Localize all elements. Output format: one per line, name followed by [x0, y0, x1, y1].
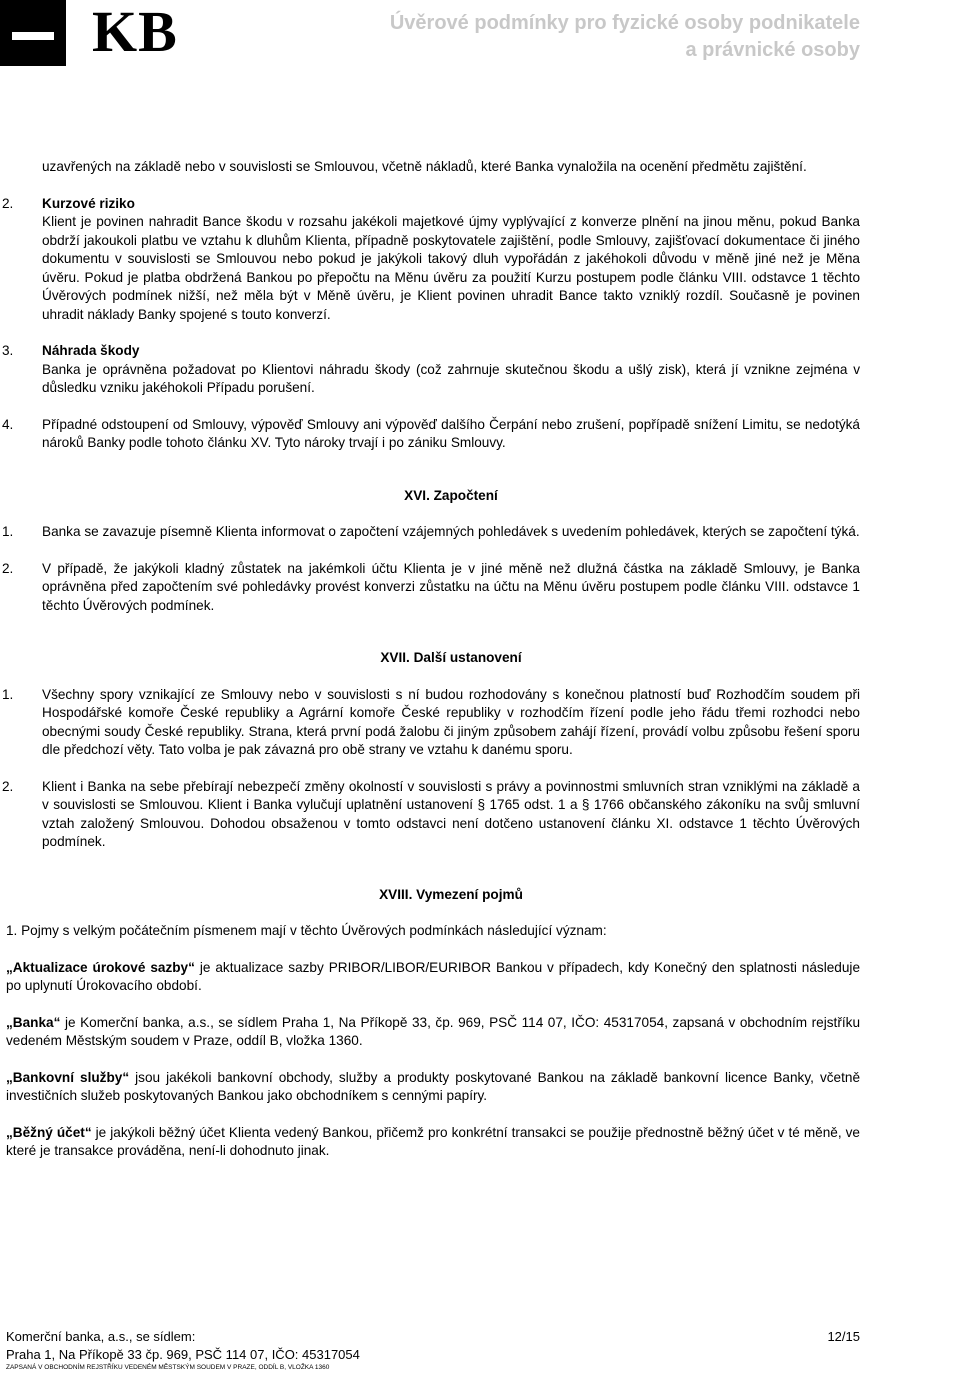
footer-company: Komerční banka, a.s., se sídlem:	[6, 1329, 196, 1344]
item-number: 2.	[2, 560, 14, 576]
definition-term: „Aktualizace úrokové sazby“	[6, 959, 195, 975]
kb-logo	[0, 0, 200, 66]
footer-registry: ZAPSANÁ V OBCHODNÍM REJSTŘÍKU VEDENÉM MĚSTSKÝM SOUDEM V PRAZE, ODDÍL B, VLOŽKA 1360	[6, 1364, 330, 1371]
definitions-intro: 1. Pojmy s velkým počátečním písmenem mají v těchto Úvěrových podmínkách následující význam:	[6, 923, 607, 938]
item-text: Banka je oprávněna požadovat po Klientovi náhradu škody (což zahrnuje skutečnou škodu a ušlý zisk), která jí vznikne zejména v důsledku vzniku jakéhokoli Případu porušení.	[42, 361, 860, 395]
item-number: 1.	[2, 686, 14, 702]
page-number: 12/15	[827, 1329, 860, 1344]
item-text: Klient je povinen nahradit Bance škodu v rozsahu jakékoli majetkové újmy vyplývající z konverze plnění na jinou měnu, pokud Banka obdrží jakoukoli platbu ve vztahu k dluhům Klienta, případně poskytovatele zajištění, podle Smlouvy, zajišťovací dokumentace či jiného dokumentu v souvislosti se Smlouvou nebo pokud je jakýkoli takový dluh vypořádán z jakéhokoli důvodu v měně jiné než je Měna úvěru. Pokud je platba obdržená Bankou po přepočtu na Měnu úvěru za použití Kurzu postupem podle článku VIII. odstavce 1 těchto Úvěrových podmínek nižší, než měla být v Měně úvěru, je Klient povinen uhradit Bance takto vzniklý rozdíl. Současně je povinen uhradit náklady Banky spojené s touto konverzí.	[42, 214, 860, 322]
definition-term: „Běžný účet“	[6, 1124, 92, 1140]
s15-item-4	[2, 416, 860, 453]
logo-text: KB	[92, 0, 178, 64]
document-title-line2: a právnické osoby	[685, 39, 860, 61]
s16-item-2	[2, 560, 860, 616]
definition-banka	[6, 1014, 860, 1051]
s17-item-1	[2, 686, 860, 760]
definition-text: je jakýkoli běžný účet Klienta vedený Bankou, přičemž pro konkrétní transakci se použije přednostně běžný účet v té měně, ve které je transakce prováděna, není-li dohodnuto jinak.	[6, 1124, 860, 1158]
item-text: Všechny spory vznikající ze Smlouvy nebo v souvislosti s ní budou rozhodovány s konečnou platností buď Rozhodčím soudem při Hospodářské komoře České republiky a Agrární komoře České republiky v rozhodčím řízení podle jeho řádu třemi rozhodci nebo obecnými soudy České republiky. Strana, která první podá žalobu či jiným způsobem zahájí řízení, provádí volbu způsobu řešení sporu dle předchozí věty. Tato volba je pak závazná pro obě strany ve vztahu k danému sporu.	[42, 686, 860, 757]
item-heading: Kurzové riziko	[42, 195, 135, 211]
item-text: Případné odstoupení od Smlouvy, výpověď Smlouvy ani výpověď dalšího Čerpání nebo zrušení, popřípadě snížení Limitu, se nedotýká nároků Banky podle tohoto článku XV. Tyto nároky trvají i po zániku Smlouvy.	[42, 416, 860, 450]
logo-square-icon	[0, 0, 66, 66]
definition-text: jsou jakékoli bankovní obchody, služby a produkty poskytované Bankou na základě bankovní licence Banky, včetně investičních služeb poskytovaných Bankou jako obchodníkem s cennými papíry.	[6, 1069, 860, 1103]
page-footer	[6, 1328, 860, 1372]
s17-item-2	[2, 778, 860, 852]
definition-bankovni-sluzby	[6, 1069, 860, 1106]
definition-aktualizace	[6, 959, 860, 996]
page-header	[0, 0, 960, 70]
definition-bezny-ucet	[6, 1124, 860, 1161]
s15-item-3	[2, 342, 860, 398]
intro-paragraph: uzavřených na základě nebo v souvislosti se Smlouvou, včetně nákladů, které Banka vynaložila na ocenění předmětu zajištění.	[42, 159, 807, 174]
item-heading: Náhrada škody	[42, 343, 140, 358]
item-number: 1.	[2, 524, 14, 539]
document-title	[390, 10, 860, 64]
definition-text: je aktualizace sazby PRIBOR/LIBOR/EURIBOR Bankou v případech, kdy Konečný den splatnosti následuje po uplynutí Úrokovacího období.	[6, 959, 860, 993]
item-text: Klient i Banka na sebe přebírají nebezpečí změny okolností v souvislosti s právy a povinnostmi smluvních stran vzniklými na základě a v souvislosti se Smlouvou. Klient i Banka vylučují uplatnění ustanovení § 1765 odst. 1 a § 1766 občanského zákoníku na svůj smluvní vztah založený Smlouvou. Dohodou obsaženou v tomto odstavci není dotčeno ustanovení článku XI. odstavce 1 těchto Úvěrových podmínek.	[42, 778, 860, 849]
section-title-xvii: XVII. Další ustanovení	[380, 650, 522, 665]
item-number: 2.	[2, 778, 14, 794]
item-number: 2.	[2, 195, 14, 211]
s15-item-2	[2, 195, 860, 325]
definition-text: je Komerční banka, a.s., se sídlem Praha 1, Na Příkopě 33, čp. 969, PSČ 114 07, IČO: 45317054, zapsaná v obchodním rejstříku vedeném Městským soudem v Praze, oddíl B, vložka 1360.	[6, 1014, 860, 1048]
item-text: Banka se zavazuje písemně Klienta informovat o započtení vzájemných pohledávek s uvedením pohledávek, kterých se započtení týká.	[42, 524, 860, 539]
definition-term: „Banka“	[6, 1014, 61, 1030]
item-number: 3.	[2, 343, 14, 358]
footer-address: Praha 1, Na Příkopě 33 čp. 969, PSČ 114 07, IČO: 45317054	[6, 1347, 360, 1362]
section-title-xviii: XVIII. Vymezení pojmů	[379, 886, 523, 902]
document-title-line1: Úvěrové podmínky pro fyzické osoby podnikatele	[389, 12, 860, 34]
s16-item-1	[2, 523, 860, 542]
item-text: V případě, že jakýkoli kladný zůstatek na jakémkoli účtu Klienta je v jiné měně než dlužná částka na základě Smlouvy, je Banka oprávněna před započtením své pohledávky provést konverzi zůstatku na účtu na Měnu úvěru postupem podle článku VIII. odstavce 1 těchto Úvěrových podmínek.	[42, 560, 860, 613]
definition-term: „Bankovní služby“	[6, 1069, 130, 1085]
document-body	[2, 158, 860, 1161]
item-number: 4.	[2, 416, 14, 432]
section-title-xvi: XVI. Započtení	[404, 487, 498, 503]
